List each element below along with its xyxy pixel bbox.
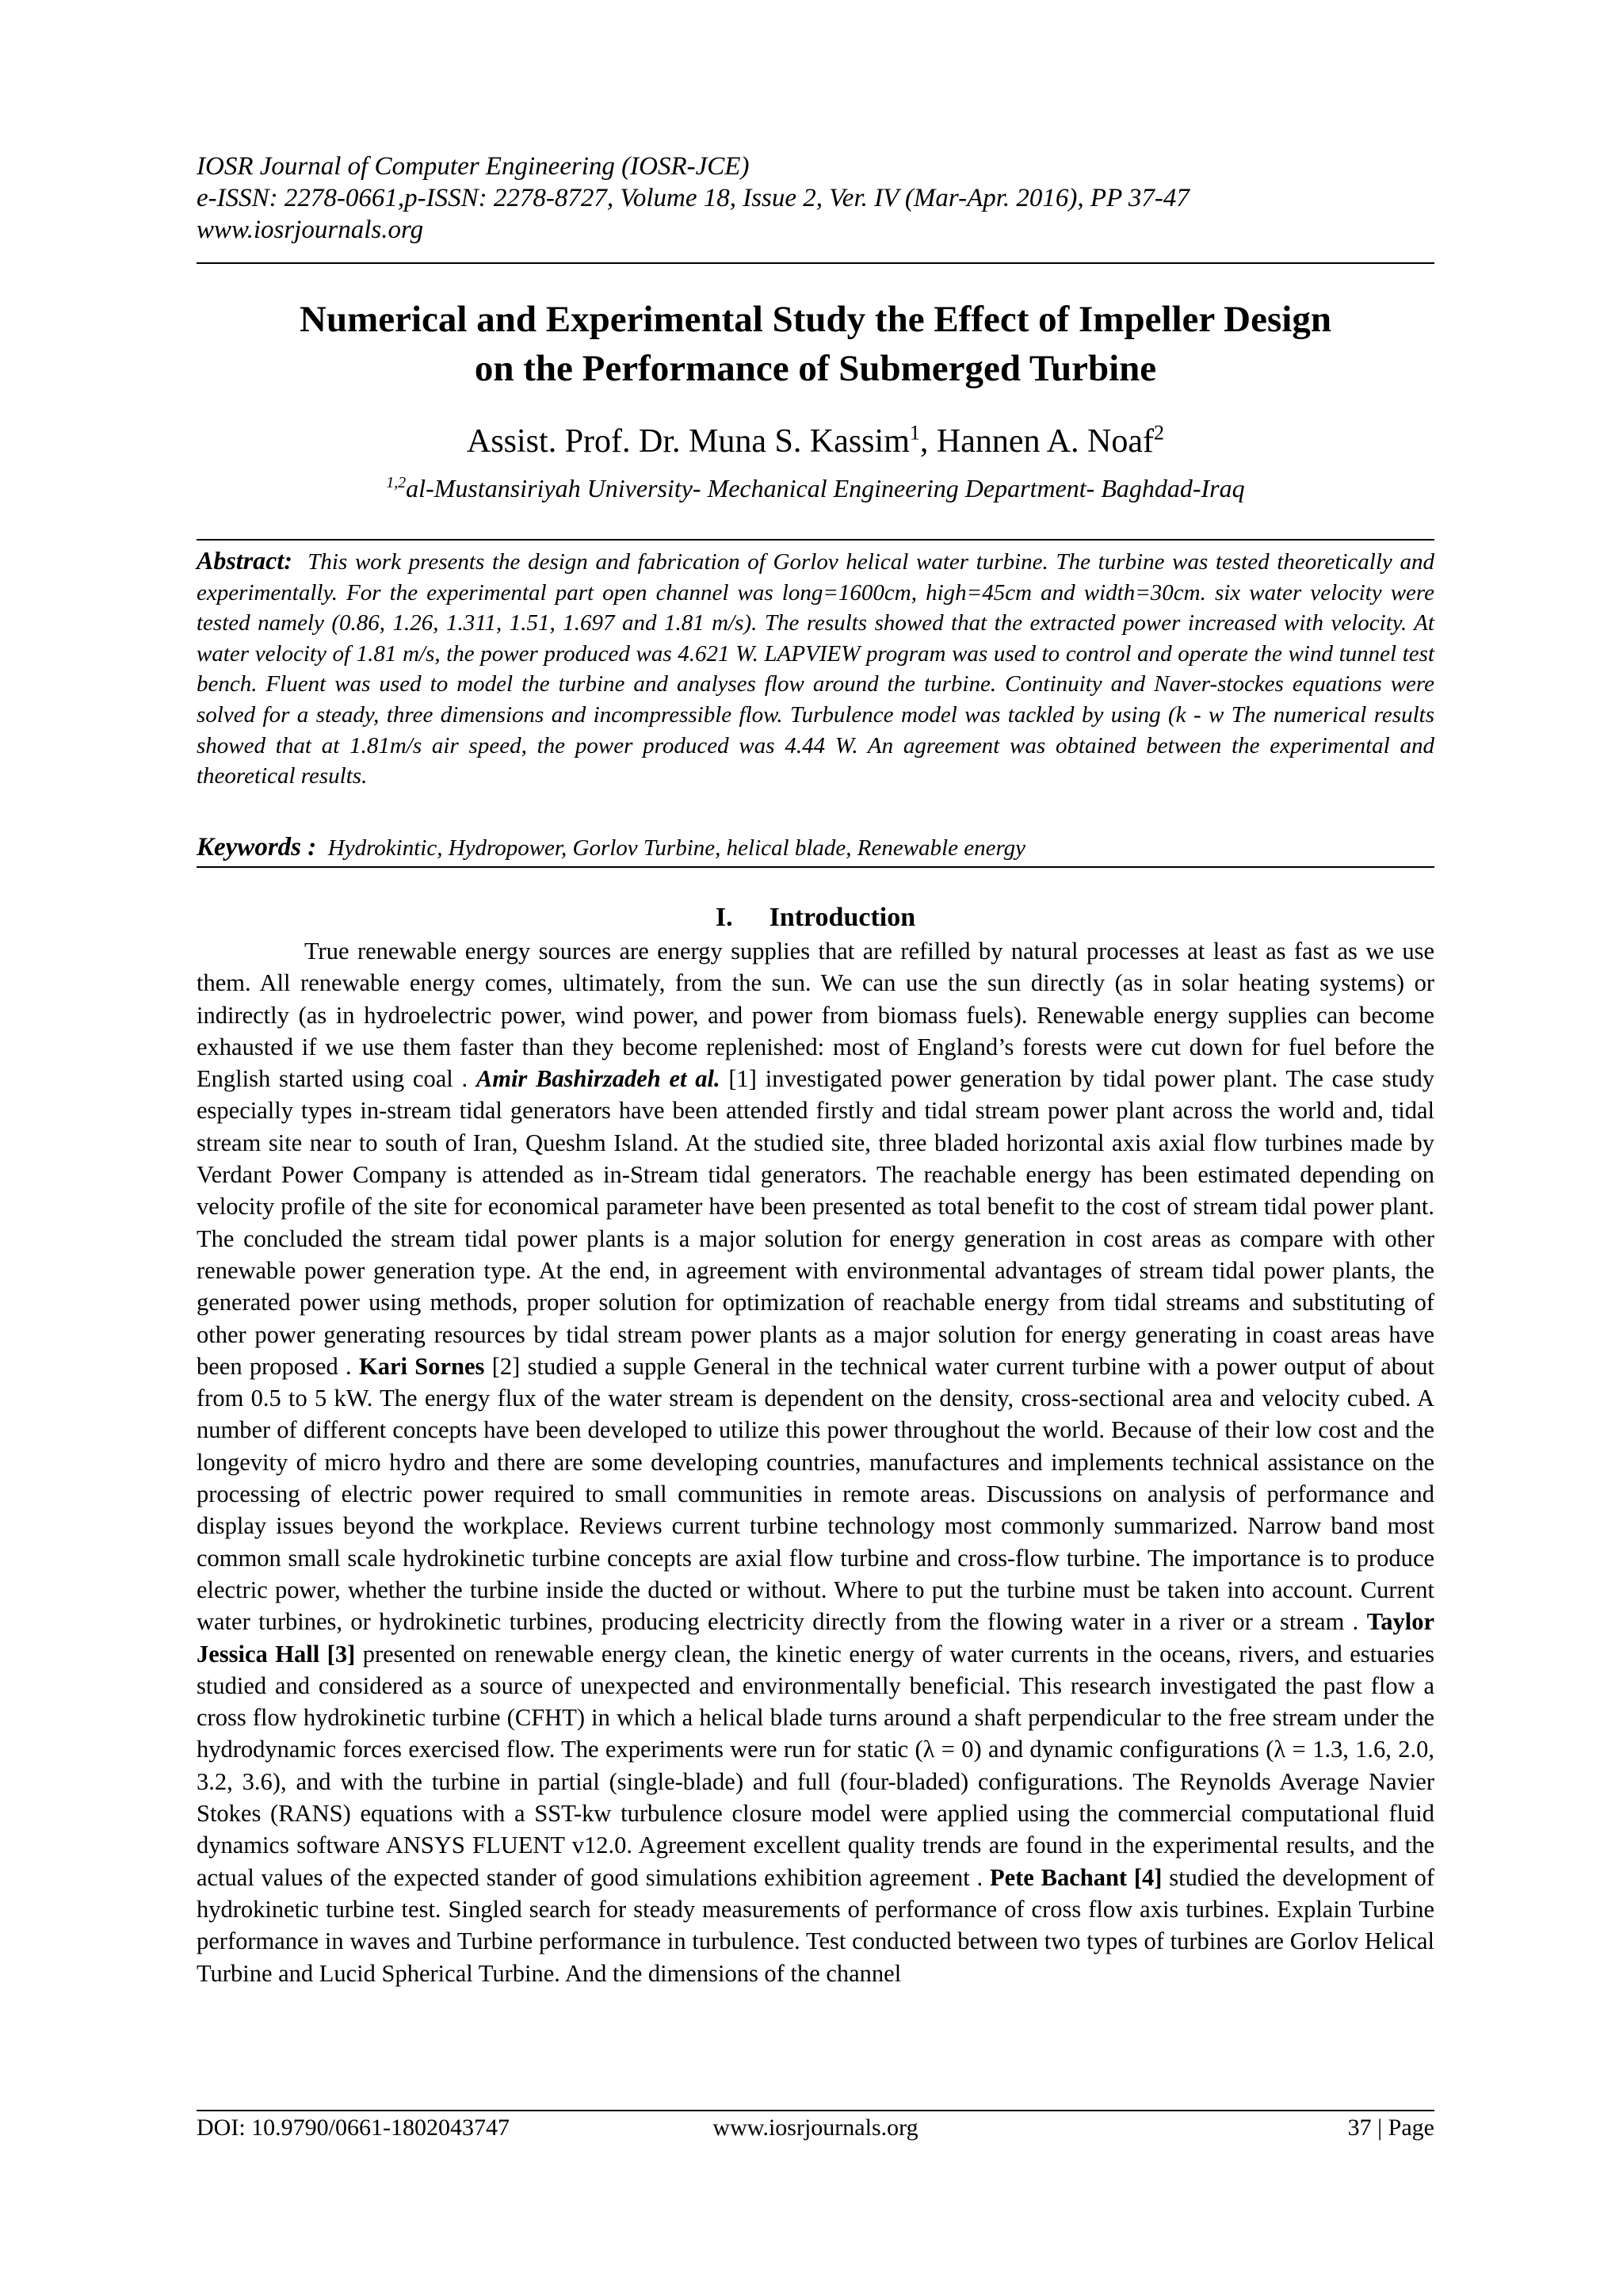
intro-text-3: studied a supple General in the technical water current turbine with a power output of about from 0.5 to 5 kW. The energy flux of the water stream is dependent on the density, cross-sectional area and velocity cubed. A number of different concepts have been developed to utilize this power throughout the world. Because of their low cost and the longevity of micro hydro and there are some developing countries, manufactures and implements technical assistance on the processing of electric power required to small communities in remote areas. Discussions on analysis of performance and display issues beyond the workplace. Reviews current turbine technology most commonly summarized. Narrow band most common small scale hydrokinetic turbine concepts are axial flow turbine and cross-flow turbine. The importance is to produce electric power, whether the turbine inside the ducted or without. Where to put the turbine must be taken into account. Current water turbines, or hydrokinetic turbines, producing electricity directly from the flowing water in a river or a stream .	[197, 1352, 1434, 1636]
section-heading	[197, 901, 1434, 934]
header-rule	[197, 262, 1434, 264]
keywords-text: Hydrokintic, Hydropower, Gorlov Turbine, helical blade, Renewable energy	[327, 835, 1026, 861]
keywords-label: Keywords :	[197, 833, 317, 861]
affiliation	[197, 472, 1434, 504]
citation-number-2: [2]	[484, 1352, 521, 1380]
intro-text-4: presented on renewable energy clean, the kinetic energy of water currents in the oceans, rivers, and estuaries studied and considered as a source of unexpected and environmentally beneficial. This research investigated the past flow a cross flow hydrokinetic turbine (CFHT) in which a helical blade turns around a shaft perpendicular to the free stream under the hydrodynamic forces exercised flow. The experiments were run for static (λ = 0) and dynamic configurations (λ = 1.3, 1.6, 2.0, 3.2, 3.6), and with the turbine in partial (single-blade) and full (four-bladed) configurations. The Reynolds Average Navier Stokes (RANS) equations with a SST-kw turbulence closure model were applied using the commercial computational fluid dynamics software ANSYS FLUENT v12.0. Agreement excellent quality trends are found in the experimental results, and the actual values of the expected stander of good simulations exhibition agreement .	[197, 1640, 1434, 1891]
title-line-1: Numerical and Experimental Study the Effect of Impeller Design	[300, 299, 1331, 340]
issn-line: e-ISSN: 2278-0661,p-ISSN: 2278-8727, Volume 18, Issue 2, Ver. IV (Mar-Apr. 2016), PP 37-47	[197, 184, 1190, 212]
citation-3: Taylor Jessica Hall [3]	[197, 1608, 1434, 1668]
affiliation-mark: 1,2	[386, 474, 407, 492]
footer-doi: DOI: 10.9790/0661-1802043747	[197, 2115, 510, 2141]
keywords-rule	[197, 866, 1434, 868]
footer-page-number: 37 | Page	[1347, 2115, 1434, 2141]
abstract-text: This work presents the design and fabrication of Gorlov helical water turbine. The turbine was tested theoretically and experimentally. For the experimental part open channel was long=1600cm, high=45cm and width=30cm. six water velocity were tested namely (0.86, 1.26, 1.311, 1.51, 1.697 and 1.81 m/s). The results showed that the extracted power increased with velocity. At water velocity of 1.81 m/s, the power produced was 4.621 W. LAPVIEW program was used to control and operate the wind tunnel test bench. Fluent was used to model the turbine and analyses flow around the turbine. Continuity and Naver-stockes equations were solved for a steady, three dimensions and incompressible flow. Turbulence model was tackled by using (k - w The numerical results showed that at 1.81m/s air speed, the power produced was 4.44 W. An agreement was obtained between the experimental and theoretical results.	[197, 549, 1434, 789]
abstract	[197, 545, 1434, 792]
citation-4: Pete Bachant [4]	[989, 1863, 1163, 1891]
intro-text-2: investigated power generation by tidal power plant. The case study especially types in-stream tidal generators have been attended firstly and tidal stream power plant across the world and, tidal stream site near to south of Iran, Queshm Island. At the studied site, three bladed horizontal axis axial flow turbines made by Verdant Power Company is attended as in-Stream tidal generators. The reachable energy has been estimated depending on velocity profile of the site for economical parameter have been presented as total benefit to the cost of stream tidal power plant. The concluded the stream tidal power plants is a major solution for energy generation in cost areas as compare with other renewable power generation type. At the end, in agreement with environmental advantages of stream tidal power plants, the generated power using methods, proper solution for optimization of reachable energy from tidal streams and substituting of other power generating resources by tidal stream power plants as a major solution for energy generating in coast areas have been proposed .	[197, 1065, 1434, 1380]
citation-author-2: Kari Sornes	[359, 1352, 485, 1380]
intro-paragraph	[197, 935, 1434, 1989]
author-1: Assist. Prof. Dr. Muna S. Kassim	[466, 423, 910, 460]
abstract-top-rule	[197, 539, 1434, 541]
author-1-affil-mark: 1	[909, 421, 920, 445]
author-2: Hannen A. Noaf	[936, 423, 1154, 460]
footer-rule	[197, 2110, 1434, 2111]
title-line-2: on the Performance of Submerged Turbine	[474, 348, 1157, 389]
keywords	[197, 832, 1434, 863]
author-list	[197, 422, 1434, 461]
citation-number-1: [1]	[720, 1065, 757, 1093]
intro-text-5: studied the development of hydrokinetic turbine test. Singled search for steady measurements of performance of cross flow axis turbines. Explain Turbine performance in waves and Turbine performance in turbulence. Test conducted between two types of turbines are Gorlov Helical Turbine and Lucid Spherical Turbine. And the dimensions of the channel	[197, 1863, 1434, 1987]
introduction-body	[197, 935, 1434, 1989]
citation-author-1: Amir Bashirzadeh et al.	[475, 1065, 720, 1093]
intro-text-1: True renewable energy sources are energy supplies that are refilled by natural processes at least as fast as we use them. All renewable energy comes, ultimately, from the sun. We can use the sun directly (as in solar heating systems) or indirectly (as in hydroelectric power, wind power, and power from biomass fuels). Renewable energy supplies can become exhausted if we use them faster than they become replenished: most of England’s forests were cut down for fuel before the English started using coal .	[197, 938, 1434, 1093]
section-title: Introduction	[769, 903, 916, 932]
journal-website: www.iosrjournals.org	[197, 216, 424, 244]
section-number: I.	[715, 903, 733, 932]
journal-header	[197, 151, 1434, 246]
author-separator: ,	[919, 423, 937, 460]
affiliation-text: al-Mustansiriyah University- Mechanical Engineering Department- Baghdad-Iraq	[406, 474, 1245, 502]
abstract-label: Abstract:	[197, 546, 292, 575]
footer-website: www.iosrjournals.org	[712, 2115, 918, 2141]
journal-name: IOSR Journal of Computer Engineering (IOSR-JCE)	[197, 152, 750, 181]
author-2-affil-mark: 2	[1153, 421, 1164, 445]
paper-title	[197, 295, 1434, 393]
